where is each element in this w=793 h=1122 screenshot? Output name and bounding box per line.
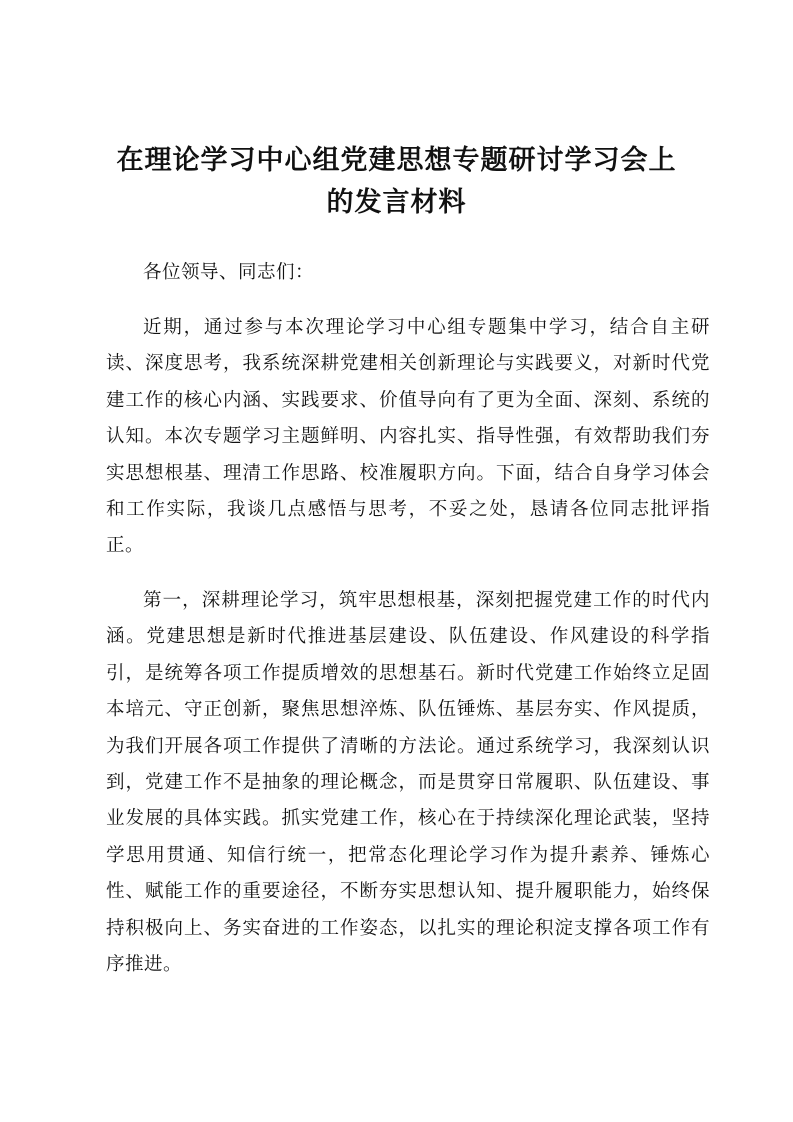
document-title [80,140,713,224]
title-line-2: 的发言材料 [326,187,467,218]
salutation: 各位领导、同志们： [143,262,315,283]
title-line-1: 在理论学习中心组党建思想专题研讨学习会上 [116,145,677,176]
paragraph-intro: 近期，通过参与本次理论学习中心组专题集中学习，结合自主研读、深度思考，我系统深耕党建相关创新理论与实践要义，对新时代党建工作的核心内涵、实践要求、价值导向有了更为全面、深刻、系统的认知。本次专题学习主题鲜明、内容扎实、指导性强，有效帮助我们夯实思想根基、理清工作思路、校准履职方向。下面，结合自身学习体会和工作实际，我谈几点感悟与思考，不妥之处，恳请各位同志批评指正。 [106,317,710,557]
paragraph-first-point: 第一，深耕理论学习，筑牢思想根基，深刻把握党建工作的时代内涵。党建思想是新时代推进基层建设、队伍建设、作风建设的科学指引，是统筹各项工作提质增效的思想基石。新时代党建工作始终立足固本培元、守正创新，聚焦思想淬炼、队伍锤炼、基层夯实、作风提质，为我们开展各项工作提供了清晰的方法论。通过系统学习，我深刻认识到，党建工作不是抽象的理论概念，而是贯穿日常履职、队伍建设、事业发展的具体实践。抓实党建工作，核心在于持续深化理论武装，坚持学思用贯通、知信行统一，把常态化理论学习作为提升素养、锤炼心性、赋能工作的重要途径，不断夯实思想认知、提升履职能力，始终保持积极向上、务实奋进的工作姿态，以扎实的理论积淀支撑各项工作有序推进。 [106,590,710,976]
